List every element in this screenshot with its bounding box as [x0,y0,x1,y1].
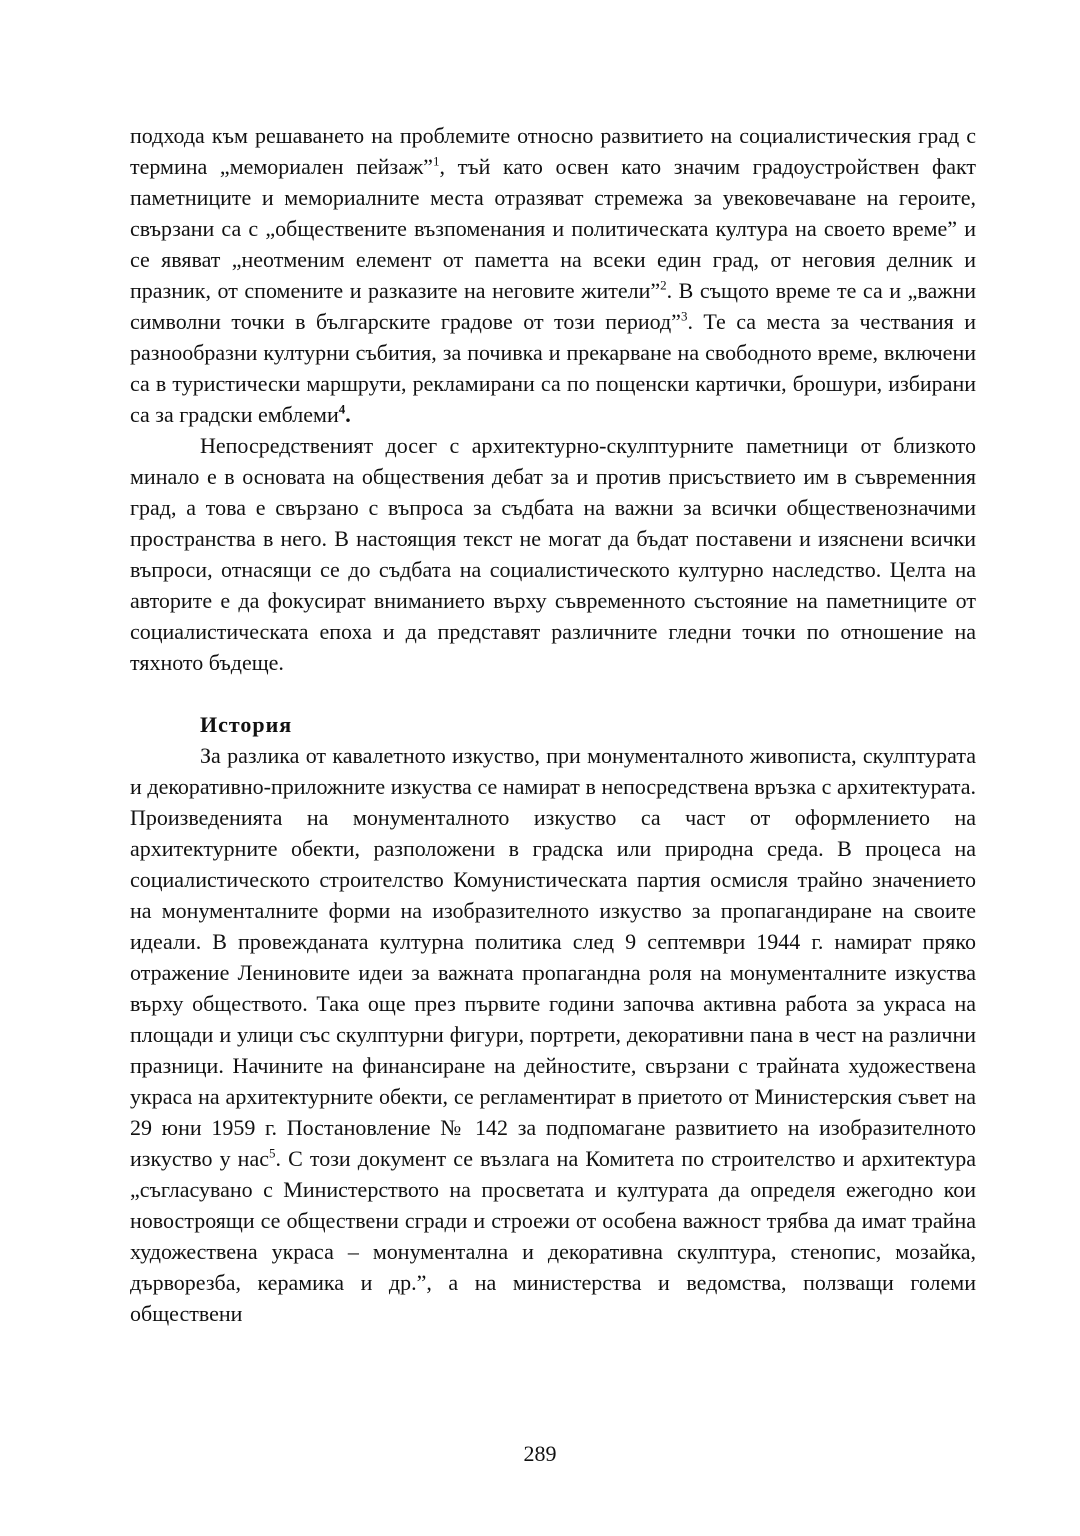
page-body [130,120,976,1329]
section-spacer [130,678,976,709]
paragraph-public-debate: Непосредственият досег с архитектурно-скулптурните паметници от близкото минало е в основата на обществения дебат за и против присъствието им в съвременния град, а това е свързано с въпроса за съдбата на важни за всички общественозначими пространства в него. В настоящия текст не могат да бъдат поставени и изяснени всички въпроси, отнасящи се до съдбата на социалистическото културно наследство. Целта на авторите е да фокусират вниманието върху съвременното състояние на паметниците от социалистическата епоха и да представят различните гледни точки по отношение на тяхното бъдеще. [130,433,976,675]
paragraph-text: . С този документ се възлага на Комитета по строителство и архитектура „съгласувано с Министерството на просветата и културата да определя ежегодно кои новостроящи се обществени сгради и строежи от особена важност трябва да имат трайна художествена украса – монументална и декоративна скулптура, стенопис, мозайка, дърворезба, керамика и др.”, а на министерства и ведомства, ползващи големи обществени [130,1146,976,1326]
section-heading-history: История [200,712,293,737]
paragraph-memorial-landscape [130,120,976,430]
footnote-ref-4: 4 [338,401,346,417]
paragraph-text: За разлика от кавалетното изкуство, при монументалното живописта, скулптурата и декоративно-приложните изкуства се намират в непосредствена връзка с архитектурата. Произведенията на монументалното изкуство са част от оформлението на архитектурните обекти, разположени в градска или природна среда. В процеса на социалистическото строителство Комунистическата партия осмисля трайно значението на монументалните форми на изобразителното изкуство за пропагандиране на своите идеали. В провежданата културна политика след 9 септември 1944 г. намират пряко отражение Лениновите идеи за важната пропагандна роля на монументалните изкуства върху обществото. Така още през първите години започва активна работа за украса на площади и улици със скулптурни фигури, портрети, декоративни пана в чест на различни празници. Начините на финансиране на дейностите, свързани с трайната художествена украса на архитектурните обекти, се регламентират в приетото от Министерския съвет на 29 юни 1959 г. Постановление № 142 за подпомагане развитието на изобразителното изкуство у нас [130,743,976,1171]
paragraph-history [130,740,976,1329]
footnote-ref-2: 2 [660,277,667,293]
paragraph-text: , тъй като освен като значим градоустройствен факт паметниците и мемориалните места отразяват стремежа за увековечаване на героите, свързани са с „обществените възпоменания и политическата култура на своето време” и се явяват „неотменим елемент от паметта на всеки един град, от неговия делник и празник, от спомените и разказите на неговите жители” [130,154,976,303]
paragraph-text: . В същото време те са и „важни символни точки в българските градове от този период” [130,278,976,334]
paragraph-text: подхода към решаването на проблемите относно развитието на социалистическия град с термина „мемориален пейзаж” [130,123,976,179]
footnote-ref-5: 5 [268,1145,276,1161]
paragraph-end-period: . [345,402,351,427]
paragraph-text: . Те са места за чествания и разнообразни културни събития, за почивка и прекарване на свободното време, включени са в туристически маршрути, рекламирани са по пощенски картички, брошури, избирани са за градски емблеми [130,309,976,427]
footnote-ref-3: 3 [680,308,688,324]
footnote-ref-1: 1 [432,153,440,169]
page-number: 289 [523,1441,557,1466]
